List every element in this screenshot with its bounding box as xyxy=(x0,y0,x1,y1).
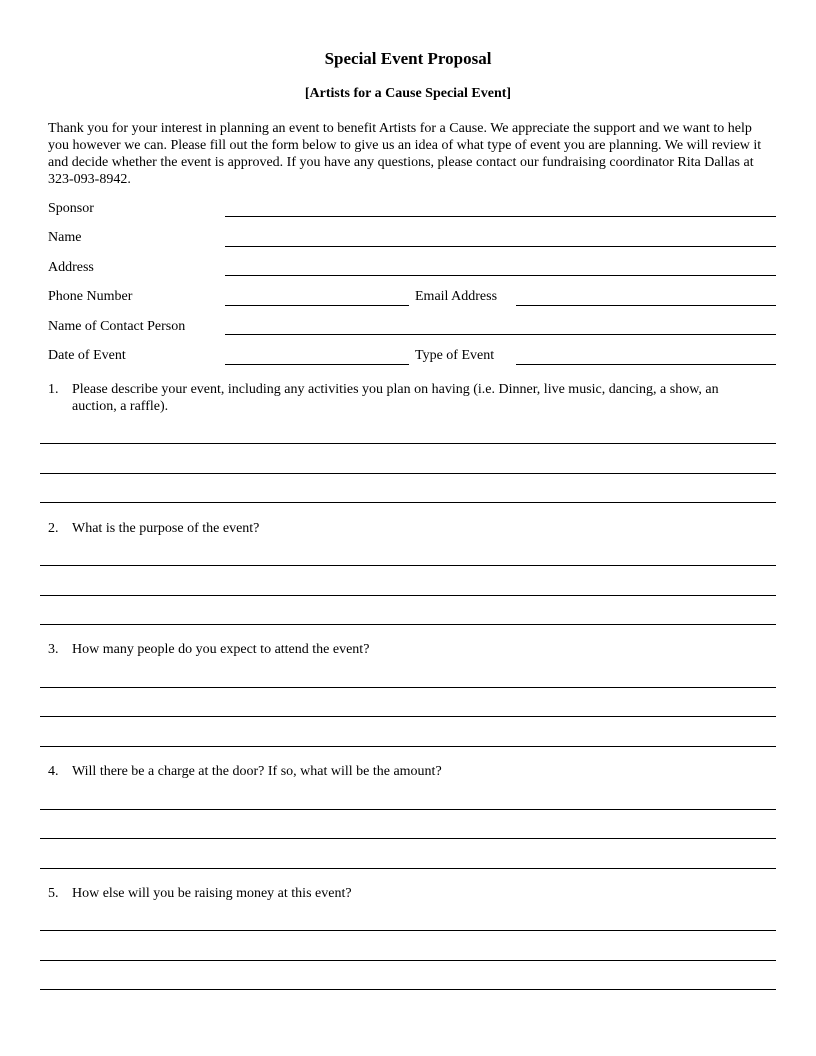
answer-line[interactable] xyxy=(40,716,776,717)
answer-line[interactable] xyxy=(40,960,776,961)
question-number: 3. xyxy=(48,642,59,657)
answer-line[interactable] xyxy=(40,624,776,625)
contact-person-field[interactable] xyxy=(225,334,776,335)
answer-line[interactable] xyxy=(40,565,776,566)
question-text: Will there be a charge at the door? If so, what will be the amount? xyxy=(72,764,442,779)
answer-line[interactable] xyxy=(40,502,776,503)
question-1 xyxy=(48,381,760,415)
question-text: What is the purpose of the event? xyxy=(72,521,260,536)
address-field[interactable] xyxy=(225,275,776,276)
question-text: How else will you be raising money at this event? xyxy=(72,886,352,901)
address-label: Address xyxy=(48,260,94,275)
name-label: Name xyxy=(48,230,82,245)
answer-line[interactable] xyxy=(40,838,776,839)
answer-line[interactable] xyxy=(40,595,776,596)
contact-person-label: Name of Contact Person xyxy=(48,319,186,334)
answer-line[interactable] xyxy=(40,473,776,474)
phone-number-label: Phone Number xyxy=(48,289,133,304)
email-address-field[interactable] xyxy=(516,305,776,306)
answer-line[interactable] xyxy=(40,989,776,990)
answer-line[interactable] xyxy=(40,746,776,747)
question-text: How many people do you expect to attend the event? xyxy=(72,642,370,657)
phone-number-field[interactable] xyxy=(225,305,409,306)
name-field[interactable] xyxy=(225,246,776,247)
question-5 xyxy=(48,885,760,902)
page-subtitle: [Artists for a Cause Special Event] xyxy=(304,86,512,101)
answer-line[interactable] xyxy=(40,809,776,810)
intro-paragraph: Thank you for your interest in planning an event to benefit Artists for a Cause. We appreciate the support and we want to help you however we can. Please fill out the form below to give us an idea of what type of event you are planning. We will review it and decide whether the event is approved. If you have any questions, please contact our fundraising coordinator Rita Dallas at 323-093-8942. xyxy=(48,121,762,187)
type-of-event-field[interactable] xyxy=(516,364,776,365)
question-number: 5. xyxy=(48,886,59,901)
question-number: 1. xyxy=(48,382,59,397)
date-of-event-label: Date of Event xyxy=(48,348,126,363)
question-2 xyxy=(48,520,760,537)
answer-line[interactable] xyxy=(40,687,776,688)
question-number: 4. xyxy=(48,764,59,779)
date-of-event-field[interactable] xyxy=(225,364,409,365)
question-4 xyxy=(48,763,760,780)
question-3 xyxy=(48,641,760,658)
answer-line[interactable] xyxy=(40,868,776,869)
sponsor-field[interactable] xyxy=(225,216,776,217)
answer-line[interactable] xyxy=(40,930,776,931)
question-number: 2. xyxy=(48,521,59,536)
sponsor-label: Sponsor xyxy=(48,201,94,216)
type-of-event-label: Type of Event xyxy=(415,348,495,363)
email-address-label: Email Address xyxy=(415,289,498,304)
page-title: Special Event Proposal xyxy=(324,49,492,68)
question-text: Please describe your event, including any activities you plan on having (i.e. Dinner, live music, dancing, a show, an auction, a raffle). xyxy=(72,382,719,414)
answer-line[interactable] xyxy=(40,443,776,444)
